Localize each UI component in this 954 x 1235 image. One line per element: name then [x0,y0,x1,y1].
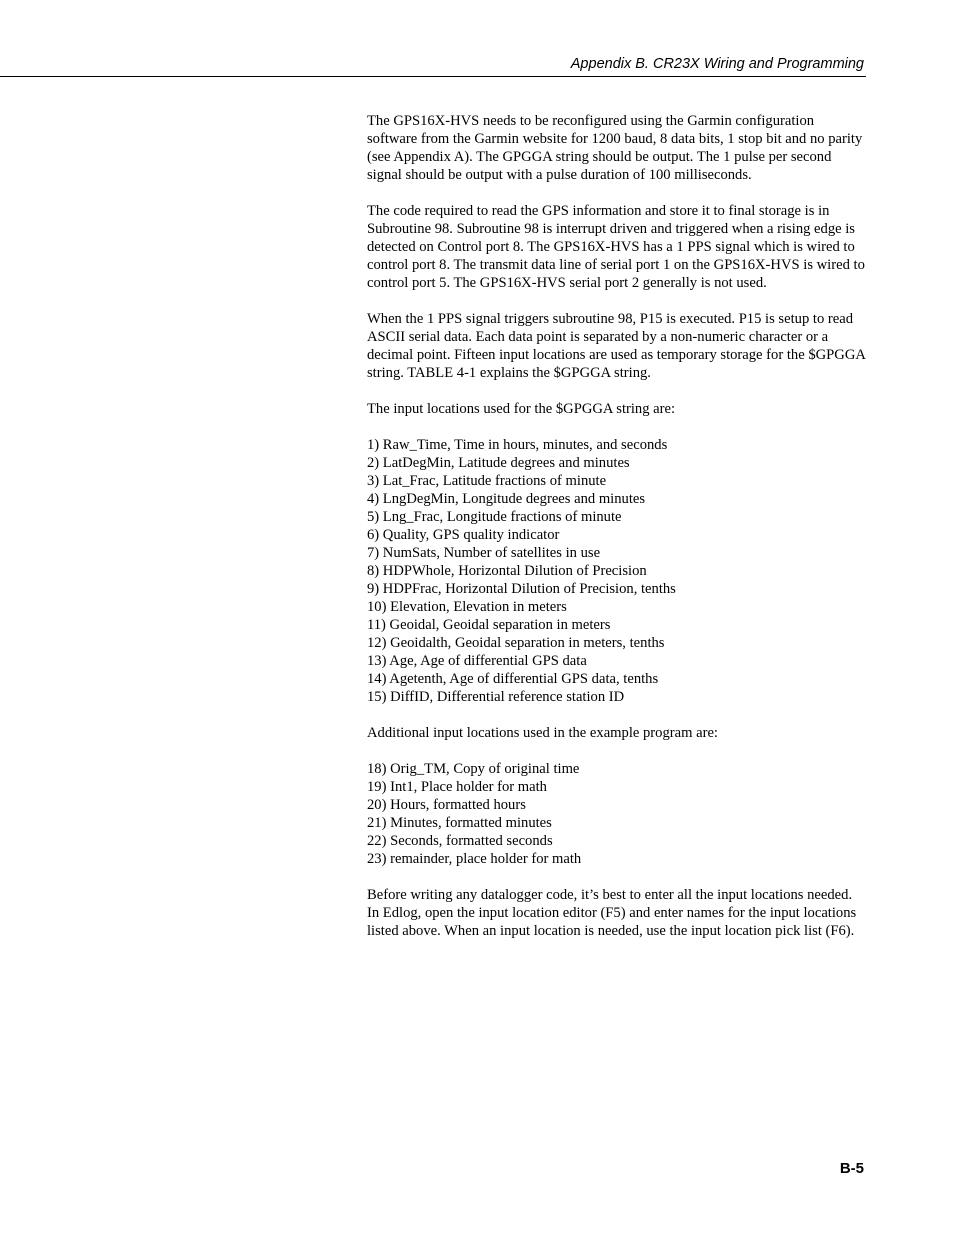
list-item: 5) Lng_Frac, Longitude fractions of minute [367,509,622,525]
list-item: 4) LngDegMin, Longitude degrees and minutes [367,491,646,507]
paragraph-subroutine-98: The code required to read the GPS information and store it to final storage is in Subroutine 98. Subroutine 98 is interrupt driven and triggered when a rising edge is detected on Control port 8. The GPS16X-HVS has a 1 PPS signal which is wired to control port 8. The transmit data line of serial port 1 on the GPS16X-HVS is wired to control port 5. The GPS16X-HVS serial port 2 generally is not used. [367,203,865,291]
list-item: 13) Age, Age of differential GPS data [367,653,587,669]
list-item: 23) remainder, place holder for math [367,851,582,867]
list-item: 19) Int1, Place holder for math [367,779,547,795]
list-item: 11) Geoidal, Geoidal separation in meters [367,617,611,633]
list-item: 3) Lat_Frac, Latitude fractions of minute [367,473,607,489]
list-item: 14) Agetenth, Age of differential GPS data, tenths [367,671,659,687]
list-item: 1) Raw_Time, Time in hours, minutes, and seconds [367,437,668,453]
list-item: 12) Geoidalth, Geoidal separation in meters, tenths [367,635,665,651]
page-number: B-5 [839,1160,864,1177]
list-item: 9) HDPFrac, Horizontal Dilution of Precision, tenths [367,581,676,597]
list-item: 20) Hours, formatted hours [367,797,526,813]
list-item: 8) HDPWhole, Horizontal Dilution of Precision [367,563,647,579]
list-item: 15) DiffID, Differential reference station ID [367,689,625,705]
list-item: 21) Minutes, formatted minutes [367,815,552,831]
paragraph-gpgga-intro: The input locations used for the $GPGGA string are: [367,401,676,417]
page-header-title: Appendix B. CR23X Wiring and Programming [570,56,864,72]
body-column [367,112,867,958]
list-item: 10) Elevation, Elevation in meters [367,599,567,615]
paragraph-garmin-config: The GPS16X-HVS needs to be reconfigured using the Garmin configuration software from the Garmin website for 1200 baud, 8 data bits, 1 stop bit and no parity (see Appendix A). The GPGGA string should be output. The 1 pulse per second signal should be output with a pulse duration of 100 milliseconds. [367,113,863,183]
header-rule [0,76,866,77]
gpgga-location-list [367,436,867,706]
list-item: 7) NumSats, Number of satellites in use [367,545,601,561]
additional-location-list [367,760,867,868]
list-item: 22) Seconds, formatted seconds [367,833,553,849]
paragraph-pps-trigger: When the 1 PPS signal triggers subroutine 98, P15 is executed. P15 is setup to read ASCII serial data. Each data point is separated by a non-numeric character or a decimal point. Fifteen input locations are used as temporary storage for the $GPGGA string. TABLE 4-1 explains the $GPGGA string. [367,311,866,381]
list-item: 2) LatDegMin, Latitude degrees and minutes [367,455,630,471]
paragraph-closing: Before writing any datalogger code, it’s best to enter all the input locations needed. In Edlog, open the input location editor (F5) and enter names for the input locations listed above. When an input location is needed, use the input location pick list (F6). [367,887,857,939]
list-item: 6) Quality, GPS quality indicator [367,527,560,543]
paragraph-additional-intro: Additional input locations used in the example program are: [367,725,718,741]
list-item: 18) Orig_TM, Copy of original time [367,761,580,777]
